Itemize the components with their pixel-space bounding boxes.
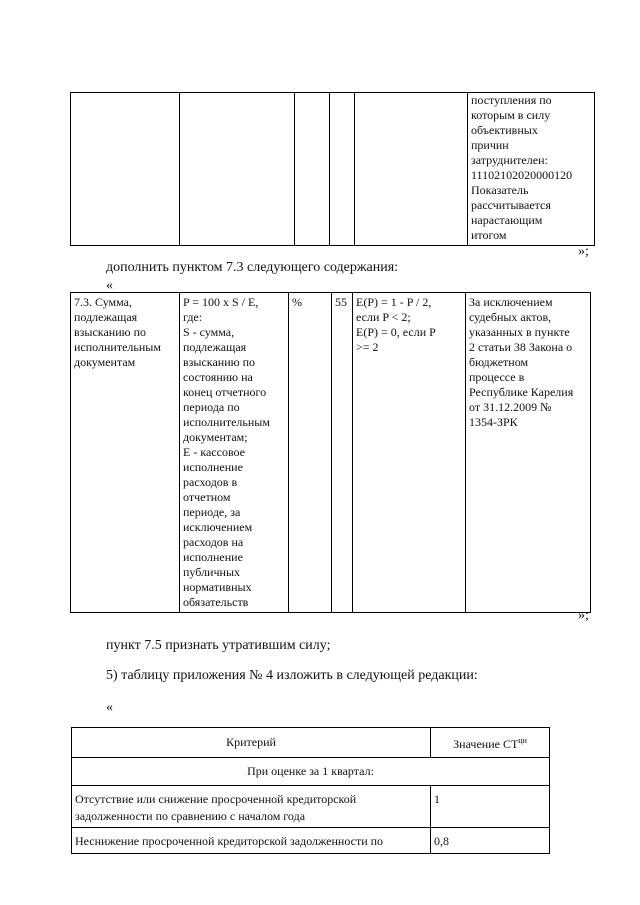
cell-line: расходов в: [183, 475, 238, 489]
cell-line: E(P) = 1 - P / 2,: [356, 295, 432, 309]
header-value-label: Значение СТ: [453, 737, 519, 751]
cell-line: от 31.12.2009 №: [469, 400, 552, 414]
evaluation-cell: [353, 293, 466, 613]
header-value: [431, 728, 550, 758]
table1-cell-2: [180, 93, 295, 246]
table-row-criterion: [72, 828, 431, 854]
closing-quote: »;: [578, 608, 589, 623]
table-item-7-3: [70, 292, 591, 613]
cell-line: отчетном: [183, 490, 231, 504]
cell-line: затруднителен:: [471, 153, 548, 167]
unit-cell: [289, 293, 332, 613]
cell-line: периоде, за: [183, 505, 241, 519]
cell-line: которым в силу: [471, 108, 551, 122]
cell-line: нарастающим: [471, 213, 543, 227]
cell-value: 0,8: [434, 834, 449, 848]
cell-line: >= 2: [356, 340, 379, 354]
cell-line: За исключением: [469, 295, 553, 309]
cell-line: где:: [183, 310, 203, 324]
cell-line: если P < 2;: [356, 310, 411, 324]
cell-line: документам;: [183, 430, 248, 444]
cell-line: расходов на: [183, 535, 244, 549]
paragraph-add-7-3: дополнить пунктом 7.3 следующего содержания:: [106, 260, 399, 275]
cell-line: процессе в: [469, 370, 525, 384]
closing-quote: »;: [578, 244, 589, 259]
table1-cell-5: [355, 93, 468, 246]
cell-line: конец отчетного: [183, 385, 267, 399]
cell-line: судебных актов,: [469, 310, 552, 324]
cell-line: Неснижение просроченной кредиторской задолженности по: [75, 834, 384, 848]
table-criteria: [71, 727, 550, 854]
cell-line: состоянию на: [183, 370, 253, 384]
cell-line: причин: [471, 138, 509, 152]
cell-line: публичных: [183, 565, 240, 579]
cell-line: задолженности по сравнению с началом года: [75, 809, 306, 823]
cell-line: рассчитывается: [471, 198, 551, 212]
cell-line: исполнение: [183, 460, 243, 474]
cell-value: 1: [434, 792, 440, 806]
cell-line: поступления по: [471, 93, 552, 107]
table1-cell-6: [468, 93, 595, 246]
cell-line: указанных в пункте: [469, 325, 570, 339]
cell-line: 11102102020000120: [471, 168, 573, 182]
cell-line: 1354-ЗРК: [469, 415, 518, 429]
cell-line: документам: [74, 355, 136, 369]
opening-quote: «: [106, 700, 113, 715]
cell-line: E(P) = 0, если P: [356, 325, 436, 339]
cell-line: S - сумма,: [183, 325, 235, 339]
formula-cell: [180, 293, 289, 613]
note-cell: [466, 293, 591, 613]
table-row-value: [431, 786, 550, 828]
cell-line: исключением: [183, 520, 253, 534]
section-label: При оценке за 1 квартал:: [247, 764, 374, 778]
cell-line: подлежащая: [74, 310, 138, 324]
cell-line: исполнительным: [183, 415, 270, 429]
header-criterion-label: Критерий: [226, 735, 276, 749]
cell-line: P = 100 x S / E,: [183, 295, 259, 309]
cell-line: 2 статьи 38 Закона о: [469, 340, 573, 354]
cell-line: E - кассовое: [183, 445, 246, 459]
table1-cell-4: [330, 93, 355, 246]
paragraph-7-5: пункт 7.5 признать утратившим силу;: [106, 638, 331, 653]
table-row-value: [431, 828, 550, 854]
header-value-superscript: ци: [518, 736, 527, 745]
cell-line: подлежащая: [183, 340, 247, 354]
cell-line: обязательств: [183, 595, 249, 609]
cell-line: Отсутствие или снижение просроченной кредиторской: [75, 792, 357, 806]
cell-line: объективных: [471, 123, 538, 137]
cell-line: нормативных: [183, 580, 252, 594]
table-row-criterion: [72, 786, 431, 828]
criterion-cell: [71, 293, 180, 613]
cell-line: периода по: [183, 400, 240, 414]
opening-quote: «: [106, 278, 113, 293]
cell-line: 7.3. Сумма,: [74, 295, 132, 309]
paragraph-5: 5) таблицу приложения № 4 изложить в следующей редакции:: [106, 668, 478, 683]
section-row-q1: [72, 758, 550, 786]
table1-cell-1: [71, 93, 180, 246]
cell-line: исполнение: [183, 550, 243, 564]
weight-cell: [332, 293, 353, 613]
cell-line: бюджетном: [469, 355, 529, 369]
cell-line: Показатель: [471, 183, 529, 197]
cell-line: %: [292, 295, 302, 309]
header-criterion: [72, 728, 431, 758]
cell-line: итогом: [471, 228, 507, 242]
cell-line: взысканию по: [183, 355, 255, 369]
table1-cell-3: [295, 93, 330, 246]
cell-line: исполнительным: [74, 340, 161, 354]
cell-line: взысканию по: [74, 325, 146, 339]
cell-line: 55: [335, 295, 347, 309]
cell-line: Республике Карелия: [469, 385, 574, 399]
table-continued: [70, 92, 595, 246]
